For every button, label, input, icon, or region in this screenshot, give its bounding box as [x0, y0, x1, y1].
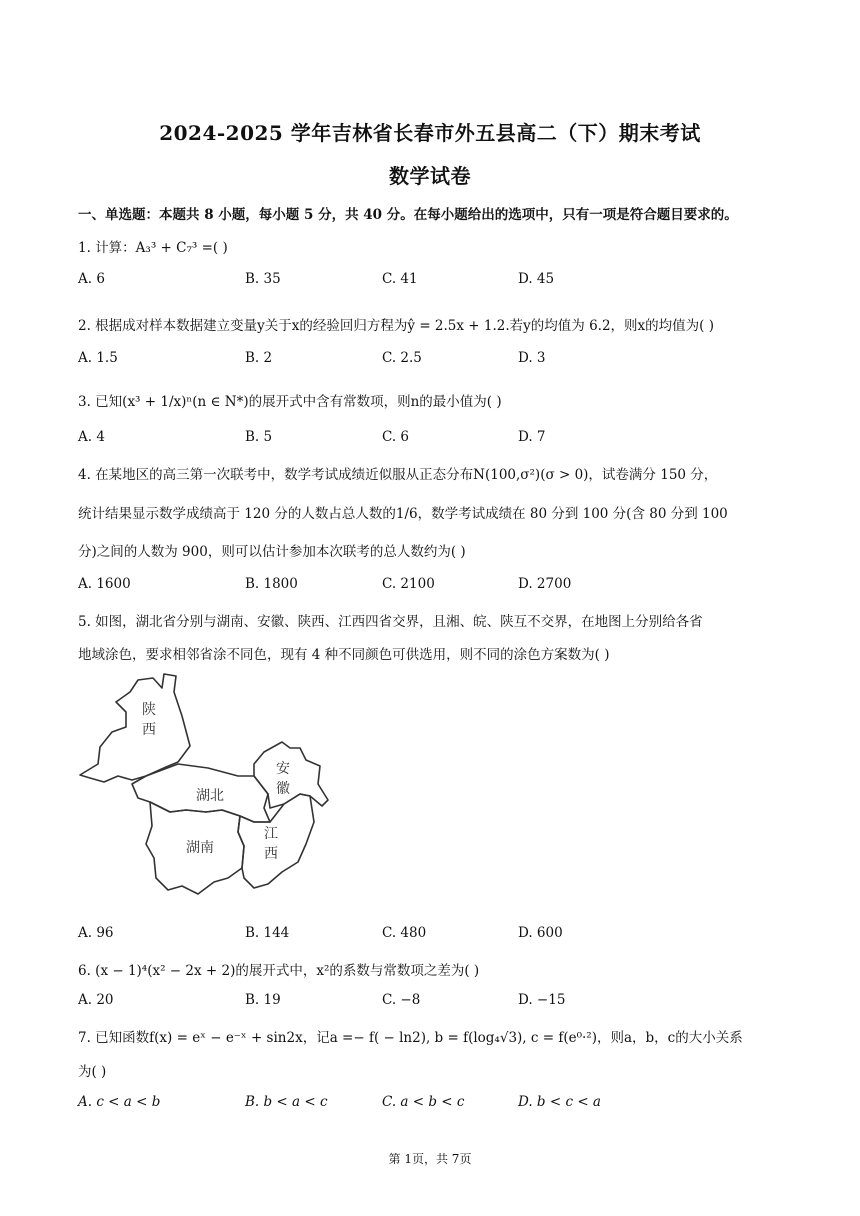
question-4-stem-line-2: 统计结果显示数学成绩高于 120 分的人数占总人数的1/6，数学考试成绩在 80 分到 100 分(含 80 分到 100 — [78, 506, 728, 522]
option-c: C. 6 — [382, 429, 410, 445]
map-label-shaanxi-1: 陕 — [142, 702, 156, 718]
option-a: A. 1600 — [78, 576, 131, 592]
option-b: B. 19 — [245, 992, 281, 1008]
map-label-jiangxi-2: 西 — [264, 846, 278, 862]
exam-title: 2024-2025 学年吉林省长春市外五县高二（下）期末考试 — [159, 121, 701, 145]
question-5-stem-line-1: 5. 如图，湖北省分别与湖南、安徽、陕西、江西四省交界，且湘、皖、陕互不交界，在地图上分别给各省 — [78, 614, 703, 630]
option-b: B. b < a < c — [245, 1094, 328, 1110]
map-label-hunan: 湖南 — [186, 840, 214, 856]
anhui-region — [254, 742, 328, 808]
map-label-shaanxi-2: 西 — [142, 722, 156, 738]
question-4-stem-line-3: 分)之间的人数为 900，则可以估计参加本次联考的总人数约为( ) — [78, 544, 466, 560]
option-c: C. −8 — [382, 992, 421, 1008]
map-label-anhui-2: 徽 — [276, 781, 290, 797]
option-c: C. a < b < c — [382, 1094, 465, 1110]
option-d: D. 3 — [518, 350, 546, 366]
question-7-stem-line-1: 7. 已知函数f(x) = eˣ − e⁻ˣ + sin2x，记a =− f( − ln2), b = f(log₄√3), c = f(e⁰·²)，则a，b，c的大小关系 — [78, 1030, 743, 1046]
page-footer: 第 1页，共 7页 — [388, 1152, 472, 1166]
option-d: D. 45 — [518, 271, 555, 287]
option-c: C. 2100 — [382, 576, 435, 592]
option-a: A. 96 — [78, 925, 114, 941]
option-a: A. c < a < b — [78, 1094, 161, 1110]
option-c: C. 480 — [382, 925, 427, 941]
option-a: A. 20 — [78, 992, 114, 1008]
option-c: C. 2.5 — [382, 350, 422, 366]
exam-subtitle: 数学试卷 — [389, 164, 471, 188]
option-b: B. 144 — [245, 925, 290, 941]
question-5-stem-line-2: 地域涂色，要求相邻省涂不同色，现有 4 种不同颜色可供选用，则不同的涂色方案数为( ) — [78, 647, 610, 663]
option-b: B. 1800 — [245, 576, 298, 592]
section-heading: 一、单选题：本题共 8 小题，每小题 5 分，共 40 分。在每小题给出的选项中，只有一项是符合题目要求的。 — [78, 207, 738, 223]
question-2-stem: 2. 根据成对样本数据建立变量y关于x的经验回归方程为ŷ = 2.5x + 1.2.若y的均值为 6.2，则x的均值为( ) — [78, 318, 714, 334]
option-d: D. 600 — [518, 925, 563, 941]
option-a: A. 1.5 — [78, 350, 118, 366]
option-a: A. 6 — [78, 271, 105, 287]
question-1-stem: 1. 计算：A₃³ + C₇³ =( ) — [78, 240, 228, 256]
option-c: C. 41 — [382, 271, 418, 287]
question-3-stem: 3. 已知(x³ + 1/x)ⁿ(n ∈ N*)的展开式中含有常数项，则n的最小值为( ) — [78, 394, 502, 410]
option-d: D. b < c < a — [518, 1094, 601, 1110]
map-label-jiangxi-1: 江 — [264, 826, 278, 842]
option-a: A. 4 — [78, 429, 105, 445]
province-map-figure — [78, 672, 348, 902]
option-b: B. 5 — [245, 429, 273, 445]
option-b: B. 2 — [245, 350, 273, 366]
map-label-anhui-1: 安 — [276, 761, 290, 777]
question-6-stem: 6. (x − 1)⁴(x² − 2x + 2)的展开式中，x²的系数与常数项之差为( ) — [78, 963, 480, 979]
option-d: D. 2700 — [518, 576, 572, 592]
option-b: B. 35 — [245, 271, 281, 287]
question-4-stem-line-1: 4. 在某地区的高三第一次联考中，数学考试成绩近似服从正态分布N(100,σ²)(σ > 0)，试卷满分 150 分， — [78, 467, 718, 483]
option-d: D. 7 — [518, 429, 546, 445]
map-label-hubei: 湖北 — [196, 788, 224, 804]
option-d: D. −15 — [518, 992, 566, 1008]
question-7-stem-line-2: 为( ) — [78, 1064, 107, 1080]
